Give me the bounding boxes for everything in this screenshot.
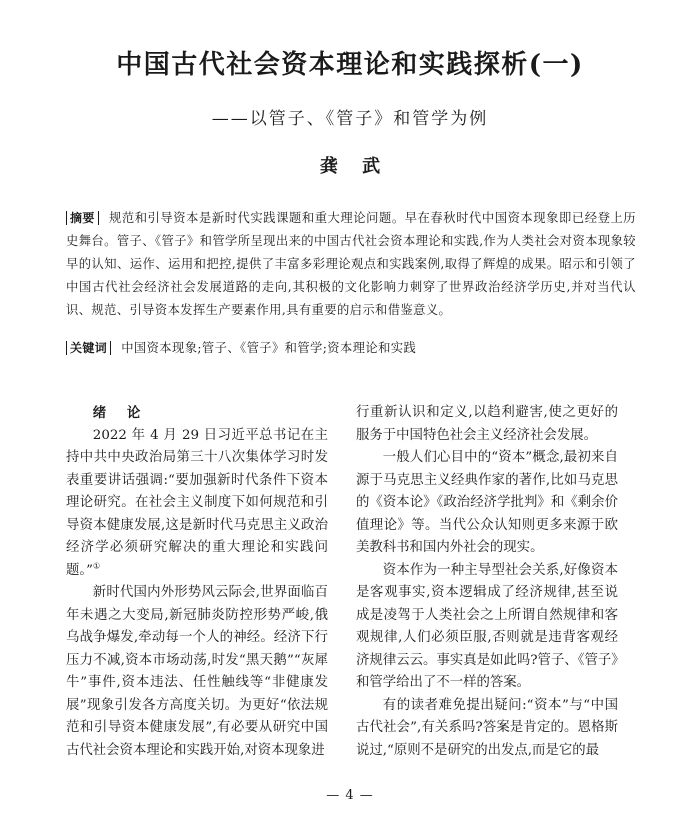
abstract-text: 规范和引导资本是新时代实践课题和重大理论问题。早在春秋时代中国资本现象即已经登上历史舞台。管子、《管子》和管学所呈现出来的中国古代社会资本理论和实践,作为人类社会对资本现象较早的认知、运作、运用和把控,提供了丰富多彩理论观点和实践案例,取得了辉煌的成果。昭示和引领了中国古代社会经济社会发展道路的走向,其积极的文化影响力刺穿了世界政治经济学历史,并对当代认识、规范、引导资本发挥生产要素作用,具有重要的启示和借鉴意义。 [66,211,636,317]
abstract-label: 摘要 [66,211,99,225]
paragraph: 新时代国内外形势风云际会,世界面临百年未遇之大变局,新冠肺炎防控形势严峻,俄乌战争爆发,牵动每一个人的神经。经济下行压力不减,资本市场动荡,时发“黑天鹅”“灰犀牛”事件,资本违法、任性触线等“非健康发展”现象引发各方高度关切。为更好“依法规范和引导资本健康发展”,有必要从研究中国古代社会资本理论和实践开始,对资本现象进 [66,585,328,758]
article-subtitle: ——以管子、《管子》和管学为例 [211,109,489,129]
footnote-marker: ① [92,561,101,571]
paragraph-continuation: 行重新认识和定义,以趋利避害,使之更好的服务于中国特色社会主义经济社会发展。 [356,405,618,443]
keywords-label: 关键词 [66,341,111,355]
keywords-block [66,337,636,360]
right-column [356,402,618,762]
author-name: 龚 武 [319,156,381,177]
page-number: — 4 — [326,788,374,803]
left-column [66,402,328,762]
article-title: 中国古代社会资本理论和实践探析(一) [116,50,584,80]
section-heading: 绪 论 [92,405,149,421]
keywords-text: 中国资本现象;管子、《管子》和管学;资本理论和实践 [121,341,417,355]
paragraph [66,425,328,583]
abstract-block [66,207,636,322]
paragraph: 有的读者难免提出疑问:“资本”与“中国古代社会”,有关系吗?答案是肯定的。恩格斯说过,“原则不是研究的出发点,而是它的最 [356,697,618,758]
paragraph: 一般人们心目中的“资本”概念,最初来自源于马克思主义经典作家的著作,比如马克思的《资本论》《政治经济学批判》和《剩余价值理论》等。当代公众认知则更多来源于欧美教科书和国内外社会的现实。 [356,450,618,555]
paragraph-text: 2022 年 4 月 29 日习近平总书记在主持中共中央政治局第三十八次集体学习时发表重要讲话强调:“要加强新时代条件下资本理论研究。在社会主义制度下如何规范和引导资本健康发展,这是新时代马克思主义政治经济学必须研究解决的重大理论和实践问题。” [66,427,328,578]
paragraph: 资本作为一种主导型社会关系,好像资本是客观事实,资本逻辑成了经济规律,甚至说成是凌驾于人类社会之上所谓自然规律和客观规律,人们必须臣服,否则就是违背客观经济规律云云。事实真是如此吗?管子、《管子》和管学给出了不一样的答案。 [356,562,618,690]
